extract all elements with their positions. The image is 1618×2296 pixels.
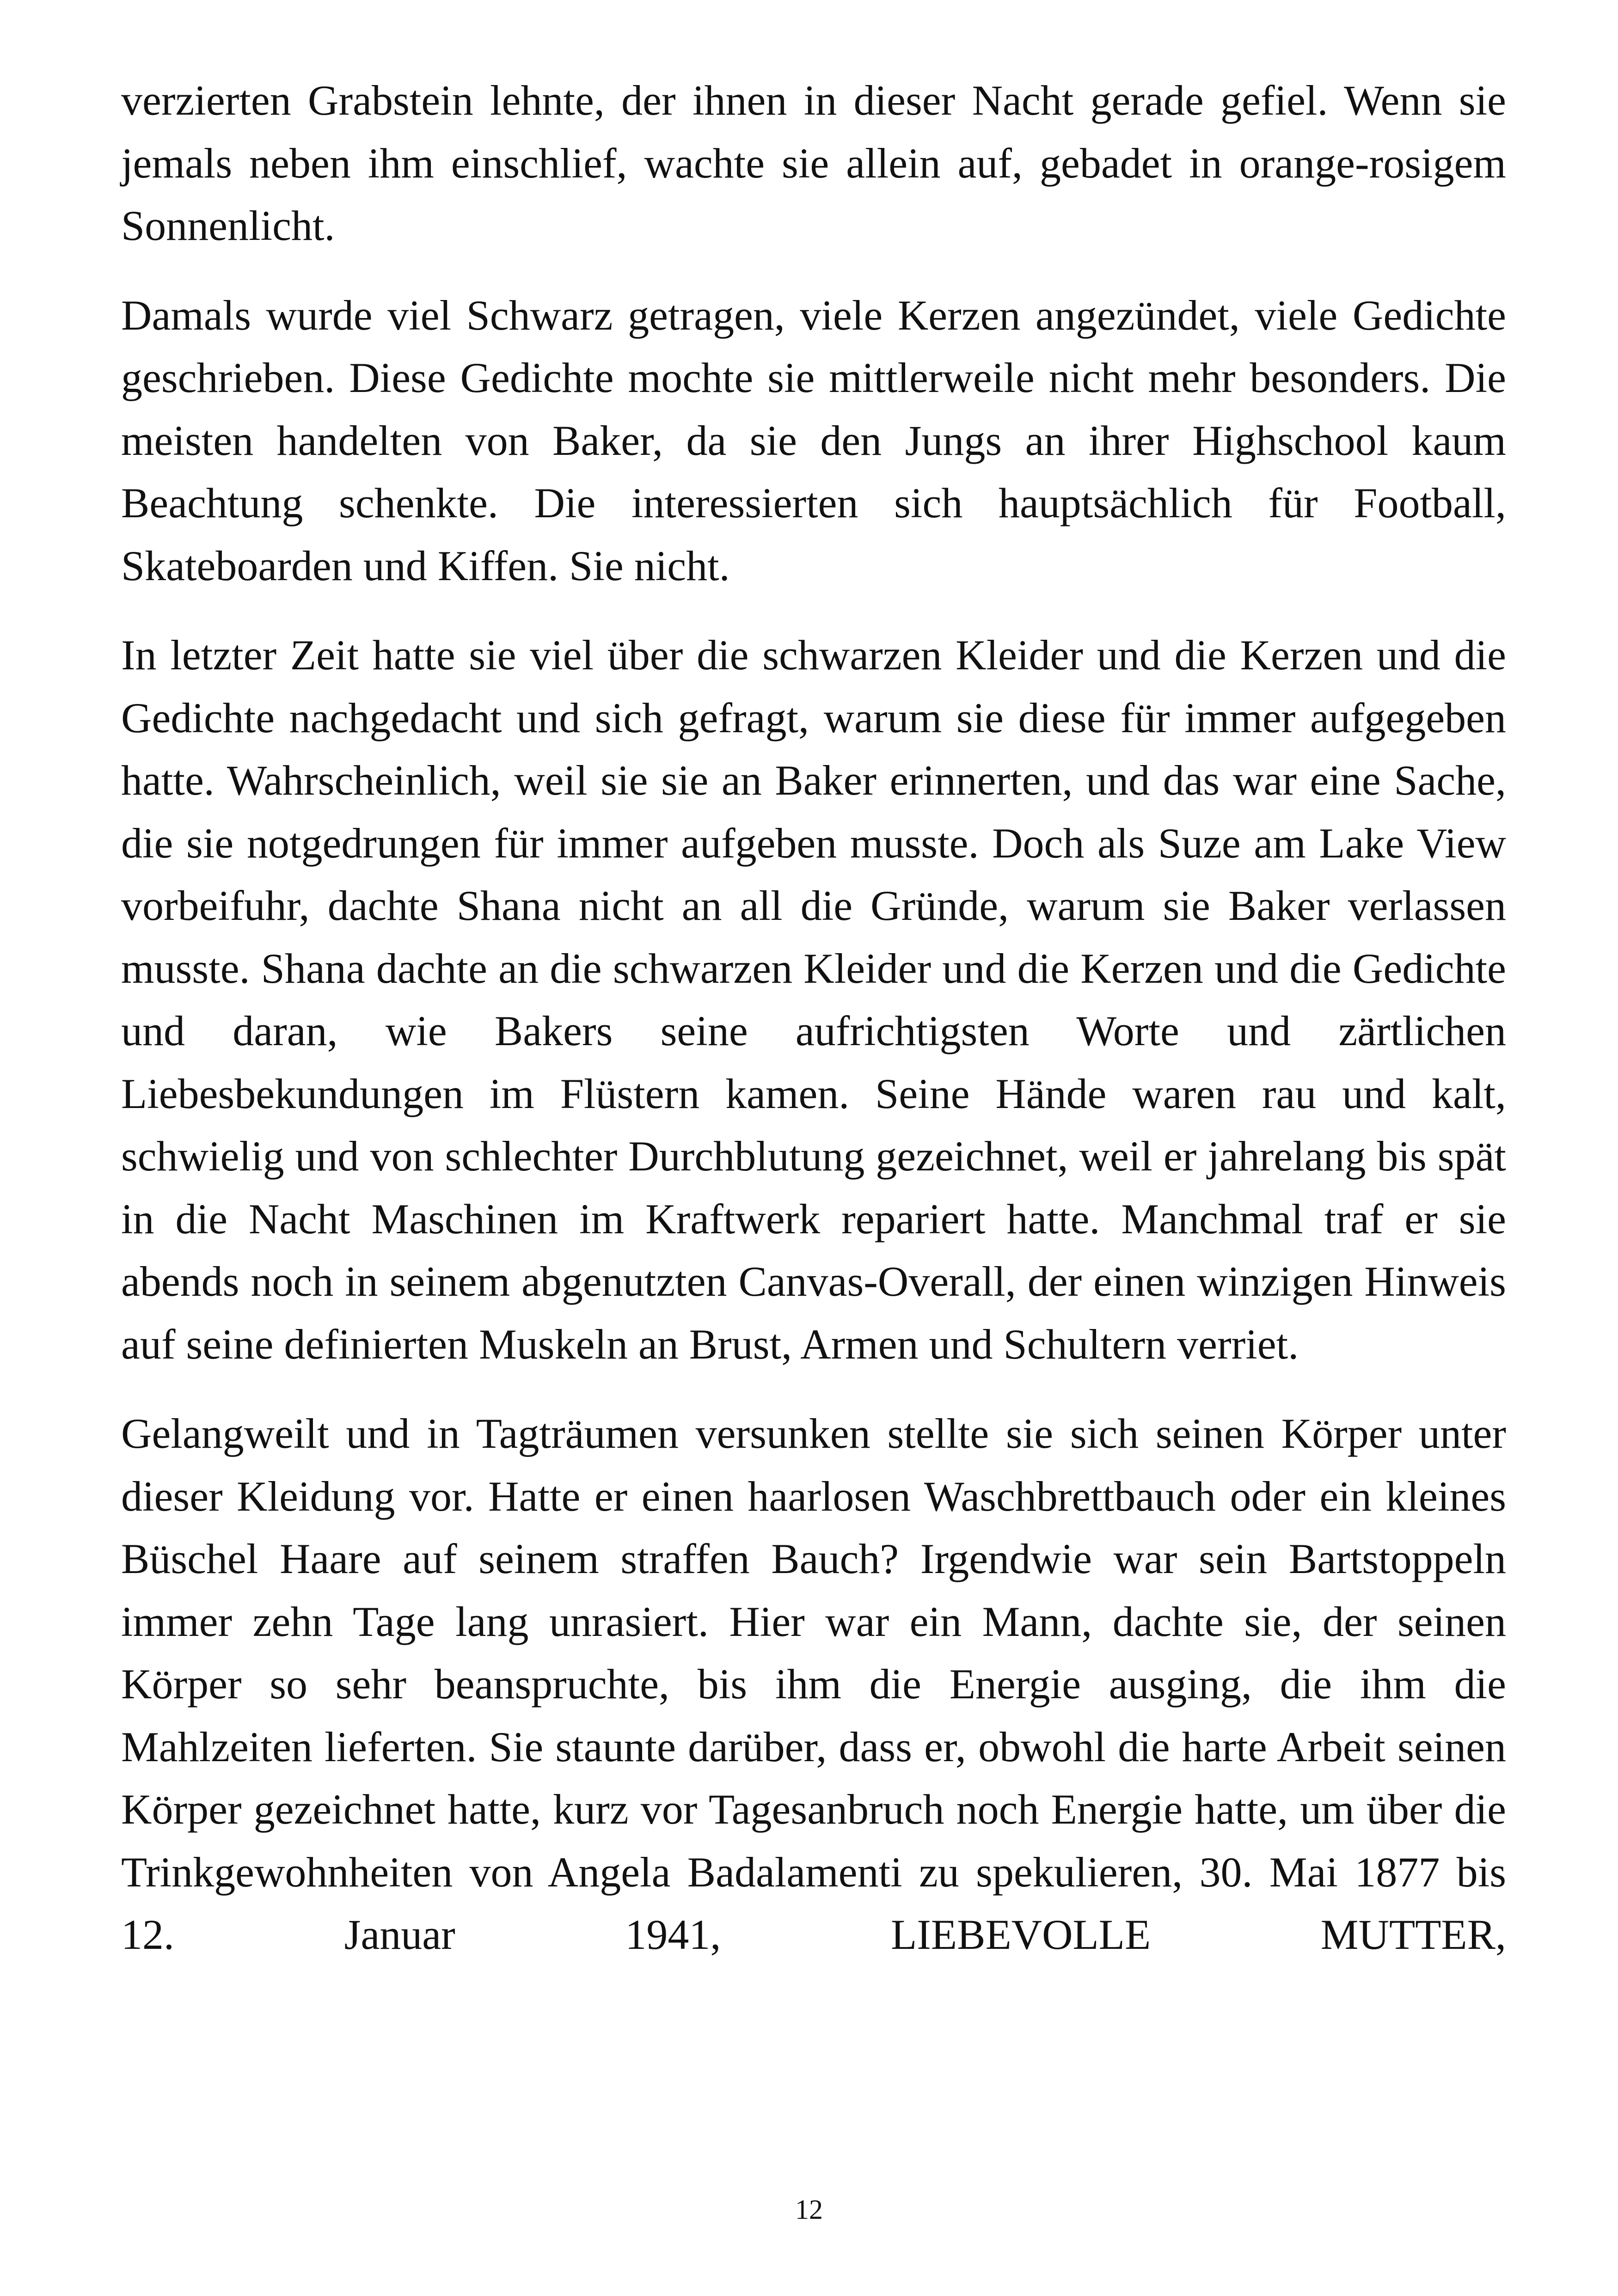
paragraph-1: verzierten Grabstein lehnte, der ihnen in dieser Nacht gerade gefiel. Wenn sie jemals neben ihm einschlief, wachte sie allein auf, gebadet in orange-rosigem Sonnenlicht.: [121, 77, 1506, 249]
paragraph-3: In letzter Zeit hatte sie viel über die schwarzen Kleider und die Kerzen und die Gedichte nachgedacht und sich gefragt, warum sie diese für immer aufgegeben hatte. Wahrscheinlich, weil sie sie an Baker erinnerten, und das war eine Sache, die sie notgedrungen für immer aufgeben musste. Doch als Suze am Lake View vorbeifuhr, dachte Shana nicht an all die Gründe, warum sie Baker verlassen musste. Shana dachte an die schwarzen Kleider und die Kerzen und die Gedichte und daran, wie Bakers seine aufrichtigsten Worte und zärtlichen Liebesbekundungen im Flüstern kamen. Seine Hände waren rau und kalt, schwielig und von schlechter Durchblutung gezeichnet, weil er jahrelang bis spät in die Nacht Maschinen im Kraftwerk repariert hatte. Manchmal traf er sie abends noch in seinem abgenutzten Canvas-Overall, der einen winzigen Hinweis auf seine definierten Muskeln an Brust, Armen und Schultern verriet.: [121, 631, 1506, 1368]
paragraph-2: Damals wurde viel Schwarz getragen, viele Kerzen angezündet, viele Gedichte geschrieben. Diese Gedichte mochte sie mittlerweile nicht mehr besonders. Die meisten handelten von Baker, da sie den Jungs an ihrer Highschool kaum Beachtung schenkte. Die interessierten sich hauptsächlich für Football, Skateboarden und Kiffen. Sie nicht.: [121, 291, 1506, 589]
page-number: 12: [795, 2194, 823, 2225]
body-text: [121, 69, 1506, 1966]
paragraph-4: Gelangweilt und in Tagträumen versunken stellte sie sich seinen Körper unter dieser Kleidung vor. Hatte er einen haarlosen Waschbrettbauch oder ein kleines Büschel Haare auf seinem straffen Bauch? Irgendwie war sein Bartstoppeln immer zehn Tage lang unrasiert. Hier war ein Mann, dachte sie, der seinen Körper so sehr beanspruchte, bis ihm die Energie ausging, die ihm die Mahlzeiten lieferten. Sie staunte darüber, dass er, obwohl die harte Arbeit seinen Körper gezeichnet hatte, kurz vor Tagesanbruch noch Energie hatte, um über die Trinkgewohnheiten von Angela Badalamenti zu spekulieren, 30. Mai 1877 bis 12. Januar 1941, LIEBEVOLLE MUTTER,: [121, 1410, 1506, 1958]
